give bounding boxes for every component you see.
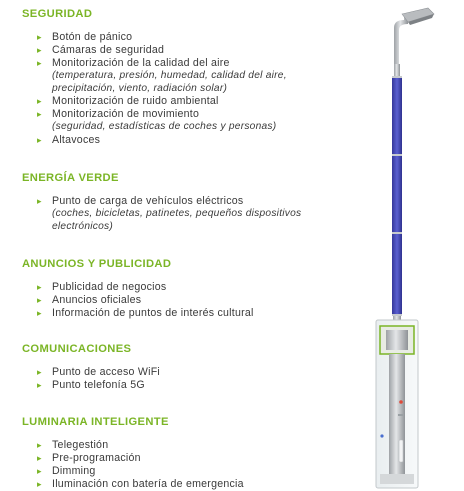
luminaire-head xyxy=(394,8,434,64)
section-title: ANUNCIOS Y PUBLICIDAD xyxy=(22,258,172,270)
list-item: ▸ Punto de acceso WiFi xyxy=(37,366,160,379)
list-item: ▸ Telegestión xyxy=(37,439,244,452)
section-seguridad xyxy=(22,8,352,147)
item-note: (seguridad, estadísticas de coches y personas) xyxy=(52,121,277,132)
feature-items xyxy=(22,439,244,491)
section-luminaria-inteligente xyxy=(22,416,244,491)
section-energia-verde xyxy=(22,172,352,233)
base-housing xyxy=(376,320,418,488)
feature-items xyxy=(22,366,160,392)
feature-items xyxy=(22,31,352,147)
list-item: ▸ Iluminación con batería de emergencia xyxy=(37,478,244,491)
list-item: ▸ Monitorización de movimiento (seguridad, estadísticas de coches y personas) xyxy=(37,108,352,134)
list-item: ▸ Punto telefonía 5G xyxy=(37,379,160,392)
section-title: SEGURIDAD xyxy=(22,8,93,20)
list-item: ▸ Dimming xyxy=(37,465,244,478)
item-note: (coches, bicicletas, patinetes, pequeños dispositivos electrónicos) xyxy=(52,208,302,232)
list-item: ▸ Información de puntos de interés cultural xyxy=(37,307,254,320)
list-item: ▸ Botón de pánico xyxy=(37,31,352,44)
feature-items xyxy=(22,281,254,320)
section-title: ENERGÍA VERDE xyxy=(22,172,119,184)
feature-items xyxy=(22,195,352,233)
list-item: ▸ Anuncios oficiales xyxy=(37,294,254,307)
section-title: COMUNICACIONES xyxy=(22,343,132,355)
list-item: ▸ Monitorización de ruido ambiental xyxy=(37,95,352,108)
smart-street-light-pole-icon xyxy=(368,4,464,490)
section-title: LUMINARIA INTELIGENTE xyxy=(22,416,169,428)
list-item: ▸ Pre-programación xyxy=(37,452,244,465)
item-note: (temperatura, presión, humedad, calidad del aire, precipitación, viento, radiación solar) xyxy=(52,70,287,94)
solar-panel-column xyxy=(392,76,402,316)
list-item: ▸ Monitorización de la calidad del aire (temperatura, presión, humedad, calidad del aire, precipitación, viento, radiación solar) xyxy=(37,57,352,95)
section-comunicaciones xyxy=(22,343,160,392)
section-anuncios-publicidad xyxy=(22,258,254,320)
list-item: ▸ Publicidad de negocios xyxy=(37,281,254,294)
list-item: ▸ Cámaras de seguridad xyxy=(37,44,352,57)
list-item: ▸ Punto de carga de vehículos eléctricos (coches, bicicletas, patinetes, pequeños dispositivos electrónicos) xyxy=(37,195,352,233)
list-item: ▸ Altavoces xyxy=(37,134,352,147)
